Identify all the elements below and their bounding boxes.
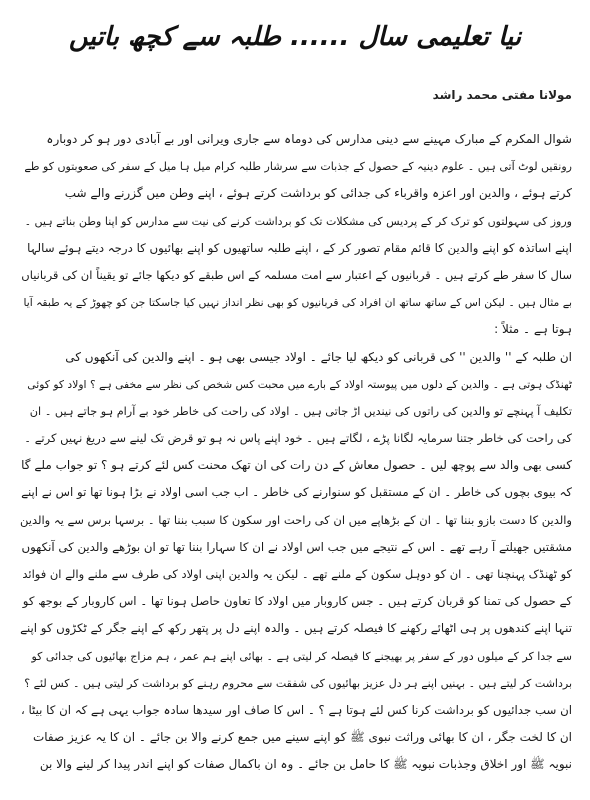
article-line: وروز کی سہولتوں کو ترک کر کے پردیس کی مشکلات تک کو برداشت کرنے کی نیت سے مدارس کو اپنا وطن بناتے ہیں ۔	[24, 214, 572, 228]
article-line: سے جدا کر کے میلوں دور کے سفر پر بھیجنے کا فیصلہ کر لیتی ہے ۔ بھائی اپنے ہم عمر ، ہم مزاج بھائیوں کی جدائی کو	[31, 649, 572, 663]
article-line: شوال المکرم کے مبارک مہینے سے دینی مدارس کی دوماہ سے جاری ویرانی اور بے آبادی دور ہو کر دوبارہ	[46, 132, 572, 146]
article-line: تنہا اپنے کندھوں پر ہی اٹھائے رکھنے کا فیصلہ کرتے ہیں ۔ والدہ اپنے دل پر پتھر رکھ کے اپنے جگر کے ٹکڑوں کو اپنے	[20, 621, 572, 636]
article-author: مولانا مفتی محمد راشد	[432, 88, 572, 102]
article-line: رونقیں لوٹ آتی ہیں ۔ علوم دینیہ کے حصول کے جذبات سے سرشار طلبہ کرام میل ہا میل کے سفر کی صعوبتوں کو طے	[24, 160, 572, 174]
article-line: کرتے ہوئے ، والدین اور اعزہ واقرباء کی جدائی کو برداشت کرتے ہوئے ، اپنے وطن میں گزرنے والے شب	[64, 186, 572, 201]
article-line: برداشت کر لیتے ہیں ۔ بہنیں اپنے ہر دل عزیز بھائیوں کی شفقت سے محروم رہنے کو برداشت کر لیتی ہیں ۔ کس لئے ؟	[24, 676, 572, 690]
article-line: ان کا لخت جگر ، ان کا بھائی وراثت نبوی ﷺ کو اپنے سینے میں جمع کرنے والا بن جائے ۔ ان کا یہ عزیز صفات	[32, 730, 572, 745]
article-body	[20, 126, 572, 779]
article-line: اپنے اساتذہ کو اپنے والدین کا قائم مقام تصور کر کے ، اپنے طلبہ ساتھیوں کو اپنے بھائیوں کا درجہ دیتے ہوئے سالہا	[27, 240, 572, 255]
article-line: مشقتیں جھیلتے آ رہے تھے ۔ اس کے نتیجے میں جب اس اولاد نے ان کا سہارا بننا تھا تو ان بوڑھے والدین کی آنکھوں	[21, 539, 572, 554]
article-line: کہ بیوی بچوں کی خاطر ۔ ان کے مستقبل کو سنوارنے کی خاطر ۔ اب جب اسی اولاد نے بڑا ہونا تھا تو اس نے اپنے	[21, 485, 572, 500]
article-line: ان سب جدائیوں کو برداشت کرنا کس لئے ہوتا ہے ؟ ۔ اس کا صاف اور سیدھا سادہ جواب یہی ہے کہ ان کا بیٹا ،	[20, 702, 572, 717]
article-title: نیا تعلیمی سال ...... طلبہ سے کچھ باتیں	[68, 22, 522, 52]
article-line: سال کا سفر طے کرتے ہیں ۔ قربانیوں کے اعتبار سے امت مسلمہ کے اس طبقے کو دیکھا جائے تو یقیناً ان کی قربانیاں	[21, 267, 572, 282]
article-line: والدین کا دست بازو بننا تھا ۔ ان کے بڑھاپے میں ان کی راحت اور سکون کا سبب بننا تھا ۔ برسہا برس سے یہ والدین	[20, 512, 572, 527]
article-line: ہوتا ہے ۔ مثلاً :	[494, 322, 572, 337]
article-line: کسی بھی والد سے پوچھ لیں ۔ حصول معاش کے دن رات کی ان تھک محنت کس لئے کرتے ہو ؟ تو جواب ملے گا	[21, 458, 572, 473]
article-line: کے حصول کی تمنا کو قربان کرتے ہیں ۔ جس کاروبار میں اولاد کا تعاون حاصل ہونا تھا ۔ اس کاروبار کے بوجھ کو	[22, 594, 572, 609]
article-line: کی راحت کی خاطر جتنا سرمایہ لگانا پڑے ، لگاتے ہیں ۔ خود اپنے پاس نہ ہو تو قرض تک لینے سے دریغ نہیں کرتے ۔	[24, 431, 572, 446]
article-line: نبویہ ﷺ اور اخلاق وجذبات نبویہ ﷺ کا حامل بن جائے ۔ وہ ان باکمال صفات کو اپنے اندر پیدا کر لینے والا بن	[39, 757, 572, 772]
article-line: ان طلبہ کے '' والدین '' کی قربانی کو دیکھ لیا جائے ۔ اولاد جیسی بھی ہو ۔ اپنے والدین کی آنکھوں کی	[65, 349, 572, 364]
article-line: تکلیف آ پہنچے تو والدین کی راتوں کی نیندیں اڑ جاتی ہیں ۔ اولاد کی راحت کی خاطر خود بے آرام ہو جاتے ہیں ۔ ان	[29, 404, 572, 418]
article-line: کو ٹھنڈک پہنچنا تھی ۔ ان کو دوہل سکون کے ملنے تھے ۔ لیکن یہ والدین اپنی اولاد کی طرف سے ملنے والے ان فوائد	[22, 567, 572, 581]
article-line: بے مثال ہیں ۔ لیکن اس کے ساتھ ساتھ ان افراد کی قربانیوں کو بھی نظر انداز نہیں کیا جاسکتا جن کو چھوڑ کے یہ طبقہ آیا	[23, 296, 572, 310]
article-line: ٹھنڈک ہوتی ہے ۔ والدین کے دلوں میں پیوستہ اولاد کے بارے میں محبت کس شخص کی نظر سے مخفی ہے ؟ اولاد کو کوئی	[27, 377, 572, 391]
